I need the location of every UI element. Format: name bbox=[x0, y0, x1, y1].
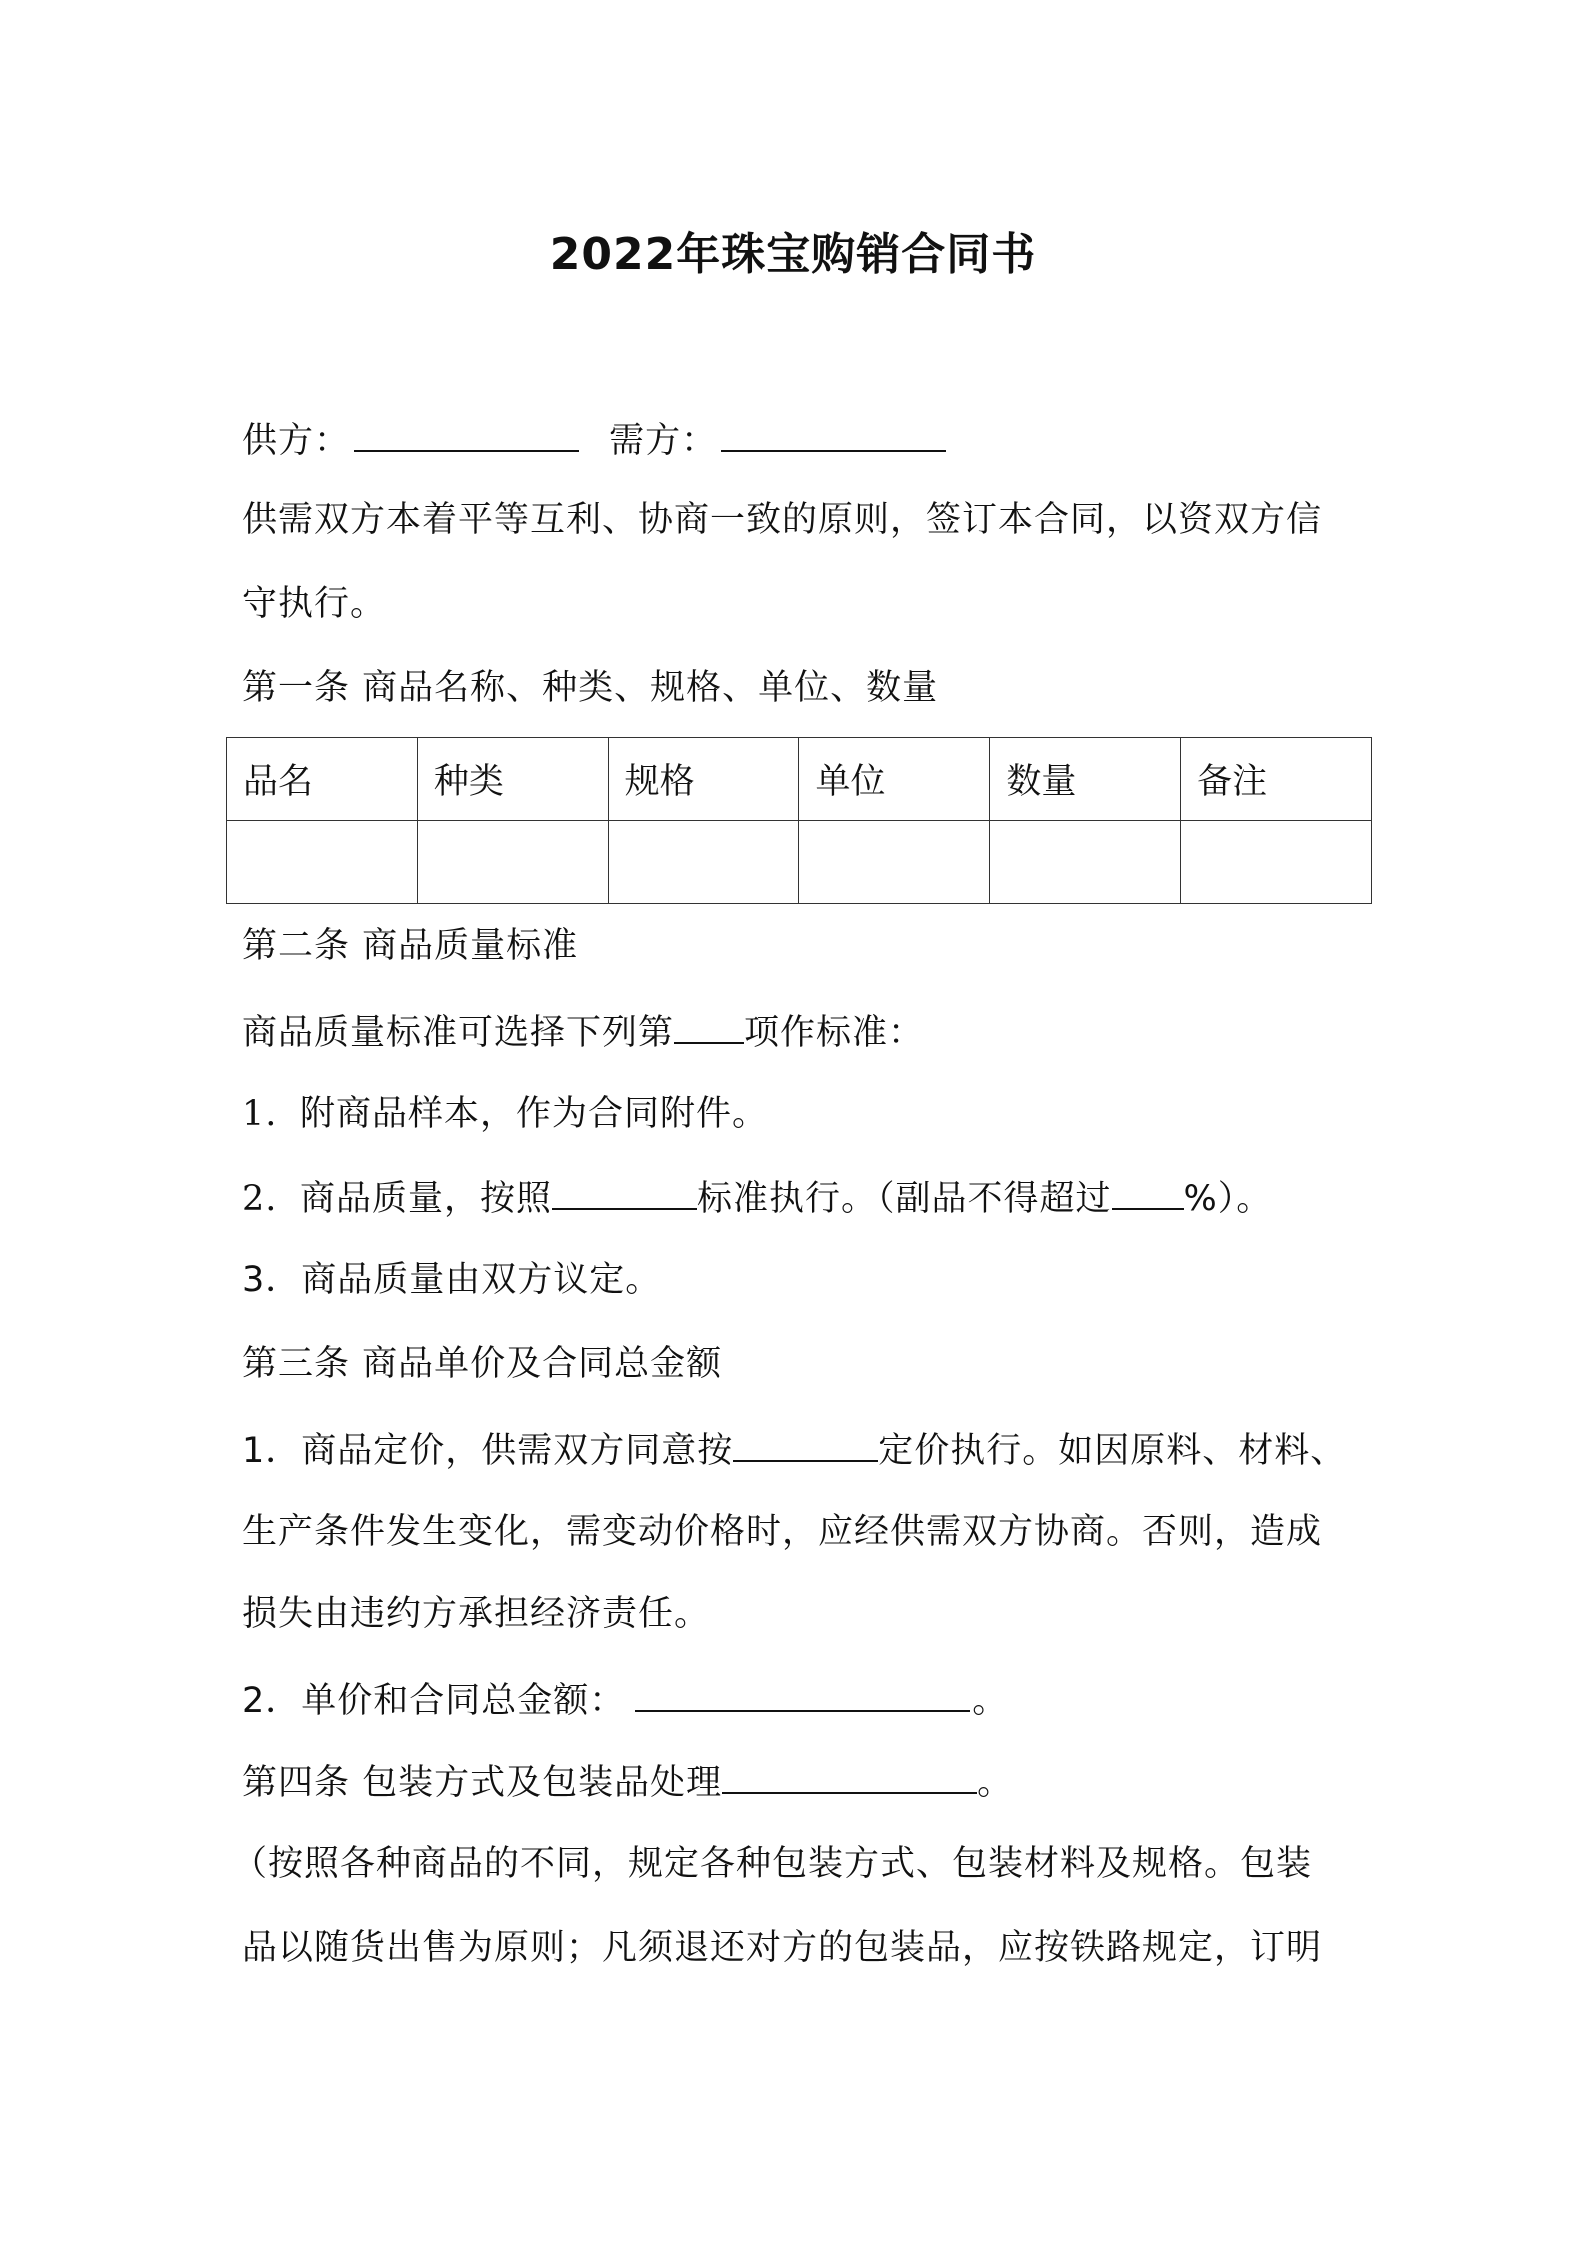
document-title: 2022年珠宝购销合同书 bbox=[549, 229, 1037, 280]
article4-heading-end: 。 bbox=[977, 1763, 1014, 1803]
item2-after: 。 bbox=[972, 1681, 1009, 1721]
buyer-label: 需方： bbox=[609, 421, 718, 461]
packaging-blank[interactable] bbox=[722, 1756, 977, 1794]
item-text: 商品质量由双方议定。 bbox=[301, 1260, 662, 1300]
item-number: 3． bbox=[242, 1260, 302, 1300]
intro-line-1: 供需双方本着平等互利、协商一致的原则，签订本合同，以资双方信 bbox=[242, 500, 1323, 540]
standard-item-blank[interactable] bbox=[674, 1006, 744, 1044]
item-number: 2. bbox=[242, 1179, 278, 1219]
article2-heading: 第二条 商品质量标准 bbox=[242, 926, 579, 966]
article2-item2 bbox=[242, 1172, 1272, 1223]
buyer-blank[interactable] bbox=[721, 414, 946, 452]
table-header-cell: 种类 bbox=[417, 738, 608, 821]
table-row bbox=[227, 821, 1372, 904]
item2-middle: 标准执行。（副品不得超过 bbox=[697, 1179, 1112, 1219]
article4-note-line1: （按照各种商品的不同，规定各种包装方式、包装材料及规格。包装 bbox=[232, 1844, 1313, 1884]
article4-heading-text: 第四条 包装方式及包装品处理 bbox=[242, 1763, 723, 1803]
item-number: 1. bbox=[242, 1094, 278, 1134]
table-cell[interactable] bbox=[990, 821, 1181, 904]
supplier-label: 供方： bbox=[242, 421, 351, 461]
table-header-row bbox=[227, 738, 1372, 821]
item-number: 2． bbox=[242, 1681, 302, 1721]
article1-heading: 第一条 商品名称、种类、规格、单位、数量 bbox=[242, 668, 939, 708]
article4-heading bbox=[242, 1756, 1013, 1807]
article2-lead-before: 商品质量标准可选择下列第 bbox=[242, 1013, 675, 1053]
article2-lead-after: 项作标准： bbox=[744, 1013, 925, 1053]
article2-item1 bbox=[242, 1090, 768, 1138]
table-header-cell: 规格 bbox=[608, 738, 799, 821]
intro-line-2: 守执行。 bbox=[242, 584, 387, 624]
table-cell[interactable] bbox=[227, 821, 418, 904]
article2-item3 bbox=[242, 1256, 661, 1304]
item2-before: 商品质量，按照 bbox=[300, 1179, 553, 1219]
item-number: 1． bbox=[242, 1431, 302, 1471]
total-amount-blank[interactable] bbox=[635, 1674, 970, 1712]
table-header-cell: 品名 bbox=[227, 738, 418, 821]
goods-table bbox=[226, 737, 1372, 904]
article3-heading: 第三条 商品单价及合同总金额 bbox=[242, 1344, 723, 1384]
article3-item1 bbox=[242, 1424, 1346, 1475]
item1-before: 商品定价，供需双方同意按 bbox=[301, 1431, 734, 1471]
article3-line2: 生产条件发生变化，需变动价格时，应经供需双方协商。否则，造成 bbox=[242, 1512, 1323, 1552]
parties-line bbox=[242, 414, 950, 465]
table-header-cell: 备注 bbox=[1181, 738, 1372, 821]
standard-name-blank[interactable] bbox=[552, 1172, 697, 1210]
article3-item2 bbox=[242, 1674, 1008, 1725]
item-text: 附商品样本，作为合同附件。 bbox=[300, 1094, 769, 1134]
item2-before: 单价和合同总金额： bbox=[301, 1681, 626, 1721]
supplier-blank[interactable] bbox=[354, 414, 579, 452]
item1-after: 定价执行。如因原料、材料、 bbox=[878, 1431, 1347, 1471]
article4-note-line2: 品以随货出售为原则；凡须退还对方的包装品，应按铁路规定，订明 bbox=[242, 1928, 1323, 1968]
table-header-cell: 数量 bbox=[990, 738, 1181, 821]
table-header-cell: 单位 bbox=[799, 738, 990, 821]
pricing-basis-blank[interactable] bbox=[733, 1424, 878, 1462]
table-cell[interactable] bbox=[1181, 821, 1372, 904]
table-cell[interactable] bbox=[417, 821, 608, 904]
article3-line3: 损失由违约方承担经济责任。 bbox=[242, 1594, 711, 1634]
item2-after: %）。 bbox=[1183, 1179, 1273, 1219]
defect-percent-blank[interactable] bbox=[1112, 1172, 1184, 1210]
table-cell[interactable] bbox=[799, 821, 990, 904]
article2-lead bbox=[242, 1006, 924, 1057]
table-cell[interactable] bbox=[608, 821, 799, 904]
